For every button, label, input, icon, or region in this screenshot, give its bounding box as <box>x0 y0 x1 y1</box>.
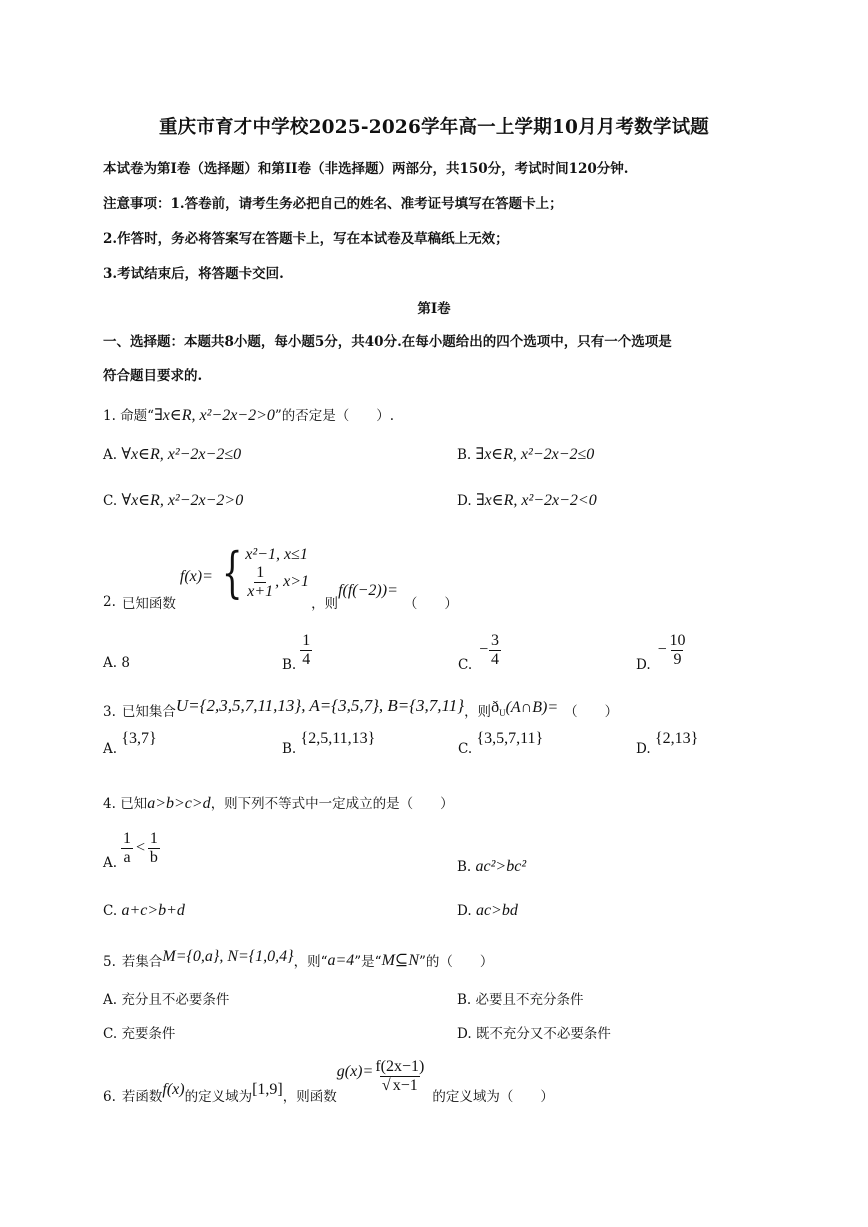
q2-option-a <box>103 655 130 671</box>
q4-option-c <box>103 902 185 920</box>
option-text: 必要且不充分条件 <box>475 992 584 1008</box>
fraction-numerator: 1 <box>302 632 311 649</box>
q2-option-c <box>458 632 501 673</box>
math-expression: f(f(−2))= <box>338 582 398 599</box>
question-text: ，则 <box>311 596 339 612</box>
q4-option-d <box>457 902 518 920</box>
q5-option-c <box>103 1022 175 1042</box>
question-number: 3. <box>103 704 116 720</box>
question-1 <box>103 404 394 425</box>
case-condition: , x>1 <box>275 572 310 590</box>
option-text: a+c>b+d <box>121 902 185 919</box>
option-label: A. <box>103 741 118 757</box>
fraction-numerator: f(2x−1) <box>375 1058 425 1075</box>
question-text: 已知 <box>120 796 148 812</box>
option-text: 既不充分又不必要条件 <box>475 1026 611 1042</box>
option-label: D. <box>636 741 651 757</box>
fraction-denominator: x+1 <box>247 582 274 600</box>
math-expression: (A∩B)= <box>505 698 559 716</box>
question-number: 2. <box>103 594 116 610</box>
option-label: D. <box>636 657 651 673</box>
question-text: ”是“ <box>354 954 382 970</box>
fraction-denominator: √ x−1 <box>381 1077 418 1094</box>
question-text: （ ） <box>564 704 619 720</box>
option-label: C. <box>103 1026 118 1042</box>
piecewise-case-2 <box>245 564 309 601</box>
option-label: B. <box>457 859 472 875</box>
fraction <box>121 830 133 867</box>
minus-sign: − <box>478 641 489 658</box>
option-text: ac²>bc² <box>475 858 527 875</box>
note-3: 3.考试结束后，将答题卡交回. <box>103 266 284 282</box>
q3-option-d <box>636 730 699 758</box>
option-label: C. <box>458 657 473 673</box>
question-3 <box>103 696 618 720</box>
fraction-numerator: 1 <box>256 563 265 581</box>
q5-option-d <box>457 1022 611 1042</box>
option-label: D. <box>457 903 472 919</box>
part-one-line-1: 一、选择题：本题共8小题，每小题5分，共40分.在每小题给出的四个选项中，只有一个选项是 <box>103 334 672 350</box>
option-label: B. <box>457 447 472 463</box>
fraction <box>373 1058 426 1095</box>
fraction-denominator: a <box>123 849 131 866</box>
option-text: {3,5,7,11} <box>476 730 544 747</box>
question-text: 若函数 <box>121 1089 163 1105</box>
q3-option-b <box>282 730 376 758</box>
question-4 <box>103 792 454 813</box>
question-text: 的定义域为 <box>184 1089 253 1105</box>
question-text: 已知函数 <box>121 596 176 612</box>
note-1: 注意事项：1.答卷前，请考生务必把自己的姓名、准考证号填写在答题卡上； <box>103 196 563 212</box>
question-2 <box>103 534 458 612</box>
option-label: A. <box>103 855 118 871</box>
option-label: B. <box>282 657 297 673</box>
option-label: C. <box>103 493 118 509</box>
option-label: A. <box>103 992 118 1008</box>
option-label: D. <box>457 493 472 509</box>
question-6 <box>103 1058 554 1105</box>
option-label: D. <box>457 1026 472 1042</box>
math-expression: a=4 <box>327 952 355 969</box>
question-text: ，则 <box>464 704 492 720</box>
question-number: 5. <box>103 954 116 970</box>
q5-option-a <box>103 988 229 1008</box>
math-expression: g(x)= <box>336 1063 374 1080</box>
question-text: ，则函数 <box>282 1089 337 1105</box>
math-expression: M⊆N <box>381 952 419 969</box>
question-number: 1. <box>103 408 116 424</box>
radicand: x−1 <box>392 1077 418 1094</box>
math-expression: a>b>c>d <box>147 795 211 812</box>
part-one-line-2: 符合题目要求的. <box>103 368 203 384</box>
fraction-numerator: 3 <box>490 632 499 649</box>
option-text: {3,7} <box>121 730 157 747</box>
note-2: 2.作答时，务必将答案写在答题卡上，写在本试卷及草稿纸上无效； <box>103 231 509 247</box>
fraction <box>300 632 312 669</box>
minus-sign: − <box>656 641 668 658</box>
complement-symbol: ð <box>491 698 500 716</box>
piecewise-brace: { <box>221 541 243 604</box>
section-heading: 第I卷 <box>417 301 451 317</box>
fraction <box>667 632 687 669</box>
page-title: 重庆市育才中学校2025-2026学年高一上学期10月月考数学试题 <box>158 117 709 138</box>
universal-set-subscript: U <box>499 708 506 718</box>
q4-option-b <box>457 858 526 876</box>
fraction-numerator: 10 <box>669 632 686 649</box>
option-text: ∀x∈R, x²−2x−2≤0 <box>121 446 242 463</box>
option-text: ac>bd <box>475 902 518 919</box>
option-text: 充要条件 <box>121 1026 176 1042</box>
option-text: 充分且不必要条件 <box>121 992 230 1008</box>
intro-text: 本试卷为第I卷（选择题）和第II卷（非选择题）两部分，共150分，考试时间120分钟. <box>103 161 629 177</box>
option-text: ∀x∈R, x²−2x−2>0 <box>121 492 244 509</box>
fraction-denominator: b <box>149 849 158 866</box>
option-label: A. <box>103 447 118 463</box>
option-text: 8 <box>121 655 130 671</box>
option-label: C. <box>103 903 118 919</box>
question-text: ，则下列不等式中一定成立的是（ ） <box>210 796 454 812</box>
option-label: A. <box>103 655 118 671</box>
q2-option-d <box>636 632 687 673</box>
question-text: ”的（ ） <box>419 954 494 970</box>
less-than-sign: < <box>135 839 146 856</box>
fraction <box>489 632 501 669</box>
q1-option-c <box>103 490 243 510</box>
fraction-denominator: 9 <box>673 651 682 668</box>
piecewise-function-name: f(x)= <box>179 568 213 585</box>
math-expression: [1,9] <box>252 1081 283 1098</box>
option-label: B. <box>457 992 472 1008</box>
option-text: ∃x∈R, x²−2x−2<0 <box>475 492 597 509</box>
q1-option-b <box>457 444 594 464</box>
fraction <box>245 564 275 601</box>
question-number: 4. <box>103 796 116 812</box>
question-text: 的定义域为（ ） <box>432 1089 554 1105</box>
option-text: {2,5,11,13} <box>300 730 376 747</box>
fraction-numerator: 1 <box>149 830 158 847</box>
option-text: ∃x∈R, x²−2x−2≤0 <box>475 446 595 463</box>
question-text: 命题“ <box>120 408 155 424</box>
math-expression: f(x) <box>162 1081 185 1098</box>
question-5 <box>103 948 493 970</box>
question-text: 若集合 <box>121 954 163 970</box>
question-text: ”的否定是（ ）. <box>274 408 395 424</box>
option-label: B. <box>282 741 297 757</box>
q1-option-d <box>457 490 597 510</box>
piecewise-cases <box>245 546 309 601</box>
fraction <box>148 830 160 867</box>
q3-option-c <box>458 730 544 758</box>
math-expression: U={2,3,5,7,11,13}, A={3,5,7}, B={3,7,11} <box>175 696 465 715</box>
question-text: ，则“ <box>293 954 328 970</box>
q2-option-b <box>282 632 312 673</box>
q1-option-a <box>103 444 241 464</box>
q5-option-b <box>457 988 584 1008</box>
option-label: C. <box>458 741 473 757</box>
option-text: {2,13} <box>654 730 699 747</box>
question-number: 6. <box>103 1089 116 1105</box>
question-text: （ ） <box>403 596 458 612</box>
complement-expression <box>491 699 558 718</box>
fraction-denominator: 4 <box>302 651 311 668</box>
q3-option-a <box>103 730 157 758</box>
question-text: 已知集合 <box>121 704 176 720</box>
fraction-denominator: 4 <box>490 651 499 668</box>
piecewise-case-1: x²−1, x≤1 <box>245 545 308 563</box>
math-expression: M={0,a}, N={1,0,4} <box>162 948 294 965</box>
fraction-numerator: 1 <box>123 830 132 847</box>
q4-option-a <box>103 830 160 871</box>
math-expression: ∃x∈R, x²−2x−2>0 <box>154 407 275 424</box>
